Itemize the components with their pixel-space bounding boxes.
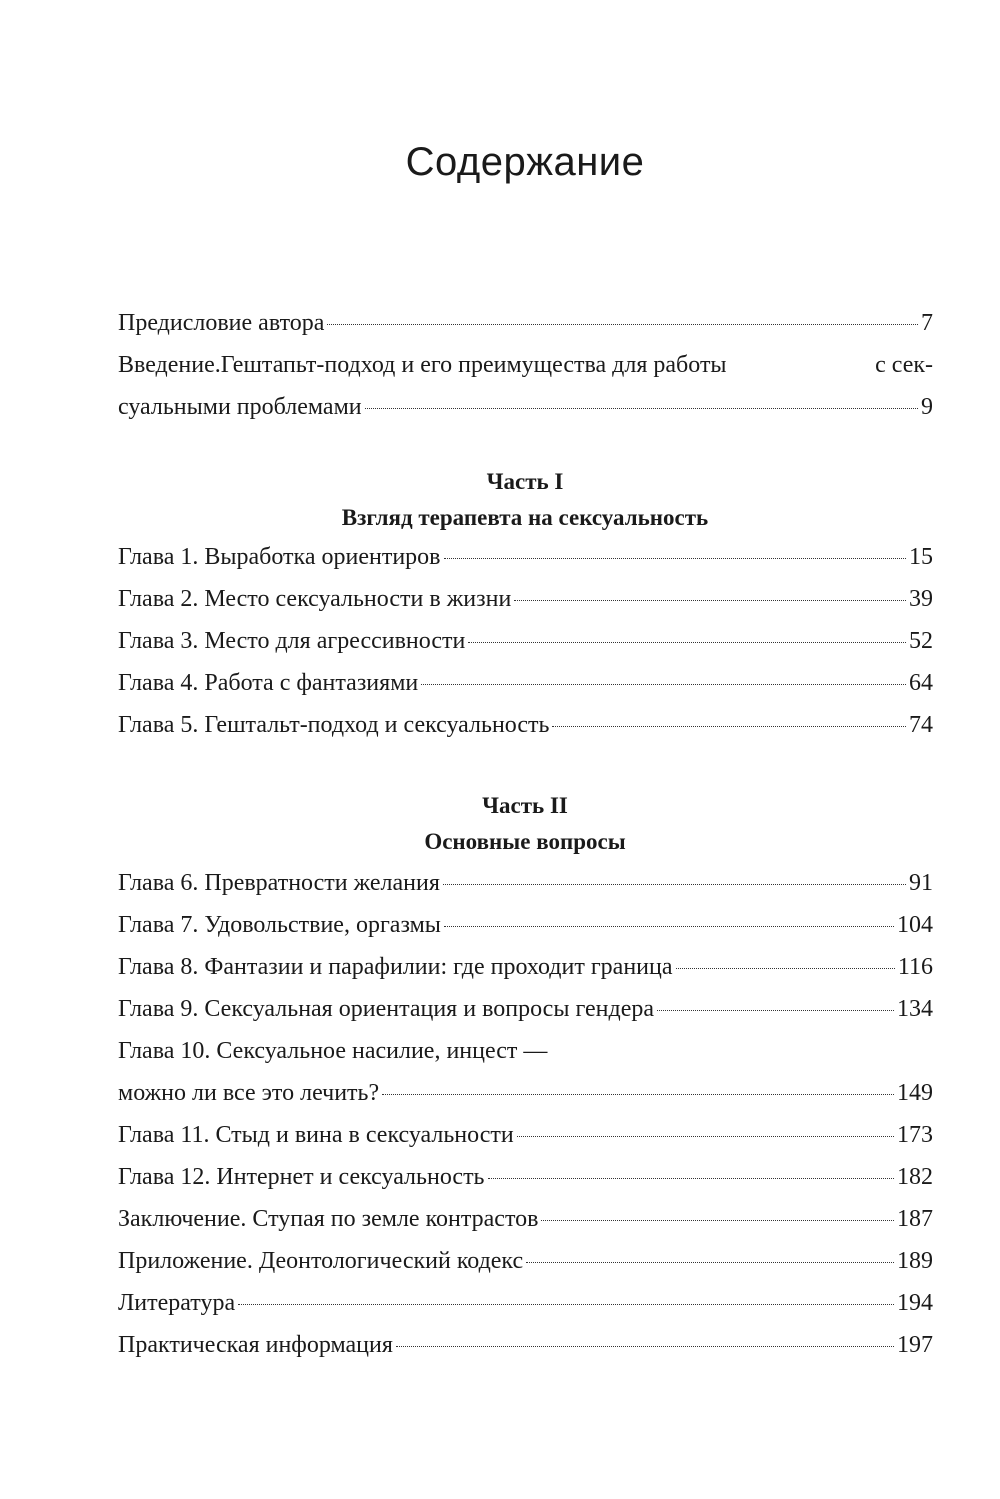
toc-page-number: 134 bbox=[897, 996, 933, 1022]
toc-page-number: 7 bbox=[921, 310, 933, 336]
toc-entry-label: Практическая информация bbox=[118, 1332, 393, 1358]
toc-page-number: 91 bbox=[909, 870, 933, 896]
toc-entry-chapter-1[interactable] bbox=[118, 536, 933, 578]
toc-part-1-chapters bbox=[118, 536, 933, 746]
toc-entry-introduction[interactable] bbox=[118, 344, 933, 428]
toc-entry-chapter-10[interactable] bbox=[118, 1030, 933, 1114]
toc-entry-label: Заключение. Ступая по земле контрастов bbox=[118, 1206, 539, 1232]
toc-entry-label-line1 bbox=[118, 344, 933, 386]
toc-entry-chapter-9[interactable] bbox=[118, 988, 933, 1030]
toc-entry-label: Глава 11. Стыд и вина в сексуальности bbox=[118, 1122, 514, 1148]
toc-page-number: 197 bbox=[897, 1332, 933, 1358]
part-1-title: Взгляд терапевта на сексуальность bbox=[341, 505, 709, 530]
toc-page-number: 52 bbox=[909, 628, 933, 654]
dot-leader bbox=[514, 600, 906, 601]
part-2-label: Часть II bbox=[482, 793, 568, 818]
toc-page-number: 189 bbox=[897, 1248, 933, 1274]
toc-entry-label-line2 bbox=[118, 1072, 933, 1114]
page-title: Содержание bbox=[405, 140, 645, 184]
toc-page-number: 15 bbox=[909, 544, 933, 570]
toc-entry-label: Глава 7. Удовольствие, оргазмы bbox=[118, 912, 441, 938]
toc-entry-chapter-2[interactable] bbox=[118, 578, 933, 620]
toc-entry-bibliography[interactable] bbox=[118, 1282, 933, 1324]
dot-leader bbox=[676, 968, 895, 969]
toc-front-section bbox=[118, 302, 933, 428]
toc-page-number: 39 bbox=[909, 586, 933, 612]
toc-entry-label: Глава 2. Место сексуальности в жизни bbox=[118, 586, 512, 612]
toc-entry-chapter-3[interactable] bbox=[118, 620, 933, 662]
dot-leader bbox=[444, 558, 907, 559]
toc-entry-chapter-5[interactable] bbox=[118, 704, 933, 746]
toc-entry-label-part: с сек- bbox=[875, 352, 933, 378]
toc-entry-label: Глава 1. Выработка ориентиров bbox=[118, 544, 441, 570]
toc-page-number: 64 bbox=[909, 670, 933, 696]
dot-leader bbox=[541, 1220, 894, 1221]
toc-page-number: 194 bbox=[897, 1290, 933, 1316]
dot-leader bbox=[443, 884, 906, 885]
toc-entry-chapter-12[interactable] bbox=[118, 1156, 933, 1198]
dot-leader bbox=[488, 1178, 894, 1179]
part-1-label: Часть I bbox=[486, 469, 564, 494]
toc-entry-label-part: Введение.Гештапьт-подход и его преимущества для работы bbox=[118, 352, 727, 378]
toc-entry-label: Литература bbox=[118, 1290, 236, 1316]
dot-leader bbox=[327, 324, 918, 325]
toc-entry-label: Глава 5. Гештальт-подход и сексуальность bbox=[118, 712, 550, 738]
toc-entry-label: Глава 8. Фантазии и парафилии: где проходит граница bbox=[118, 954, 673, 980]
dot-leader bbox=[238, 1304, 894, 1305]
toc-entry-label: Приложение. Деонтологический кодекс bbox=[118, 1248, 524, 1274]
dot-leader bbox=[421, 684, 906, 685]
dot-leader bbox=[657, 1010, 894, 1011]
toc-entry-label-line2 bbox=[118, 386, 933, 428]
dot-leader bbox=[365, 408, 918, 409]
toc-entry-preface[interactable] bbox=[118, 302, 933, 344]
part-2-title: Основные вопросы bbox=[424, 829, 626, 854]
toc-entry-appendix[interactable] bbox=[118, 1240, 933, 1282]
dot-leader bbox=[517, 1136, 894, 1137]
toc-entry-practical-info[interactable] bbox=[118, 1324, 933, 1366]
toc-entry-label-line1: Глава 10. Сексуальное насилие, инцест — bbox=[118, 1038, 548, 1064]
dot-leader bbox=[382, 1094, 894, 1095]
toc-page-number: 187 bbox=[897, 1206, 933, 1232]
toc-page-number: 173 bbox=[897, 1122, 933, 1148]
toc-part-2-chapters bbox=[118, 862, 933, 1366]
toc-entry-chapter-8[interactable] bbox=[118, 946, 933, 988]
toc-page-number: 182 bbox=[897, 1164, 933, 1190]
toc-entry-label: Глава 9. Сексуальная ориентация и вопросы гендера bbox=[118, 996, 654, 1022]
toc-entry-chapter-4[interactable] bbox=[118, 662, 933, 704]
toc-entry-label: можно ли все это лечить? bbox=[118, 1080, 380, 1106]
toc-entry-label: Глава 3. Место для агрессивности bbox=[118, 628, 466, 654]
toc-page-number: 149 bbox=[897, 1080, 933, 1106]
dot-leader bbox=[552, 726, 906, 727]
dot-leader bbox=[468, 642, 906, 643]
toc-entry-label: Глава 12. Интернет и сексуальность bbox=[118, 1164, 485, 1190]
toc-entry-conclusion[interactable] bbox=[118, 1198, 933, 1240]
dot-leader bbox=[396, 1346, 894, 1347]
toc-entry-chapter-7[interactable] bbox=[118, 904, 933, 946]
toc-entry-label: суальными проблемами bbox=[118, 394, 362, 420]
toc-page-number: 104 bbox=[897, 912, 933, 938]
toc-page-number: 9 bbox=[921, 394, 933, 420]
toc-page-number: 74 bbox=[909, 712, 933, 738]
toc-entry-chapter-6[interactable] bbox=[118, 862, 933, 904]
toc-entry-label: Предисловие автора bbox=[118, 310, 325, 336]
toc-entry-label: Глава 6. Превратности желания bbox=[118, 870, 440, 896]
toc-entry-chapter-11[interactable] bbox=[118, 1114, 933, 1156]
toc-page-number: 116 bbox=[897, 954, 933, 980]
toc-entry-label: Глава 4. Работа с фантазиями bbox=[118, 670, 419, 696]
dot-leader bbox=[444, 926, 894, 927]
dot-leader bbox=[526, 1262, 894, 1263]
